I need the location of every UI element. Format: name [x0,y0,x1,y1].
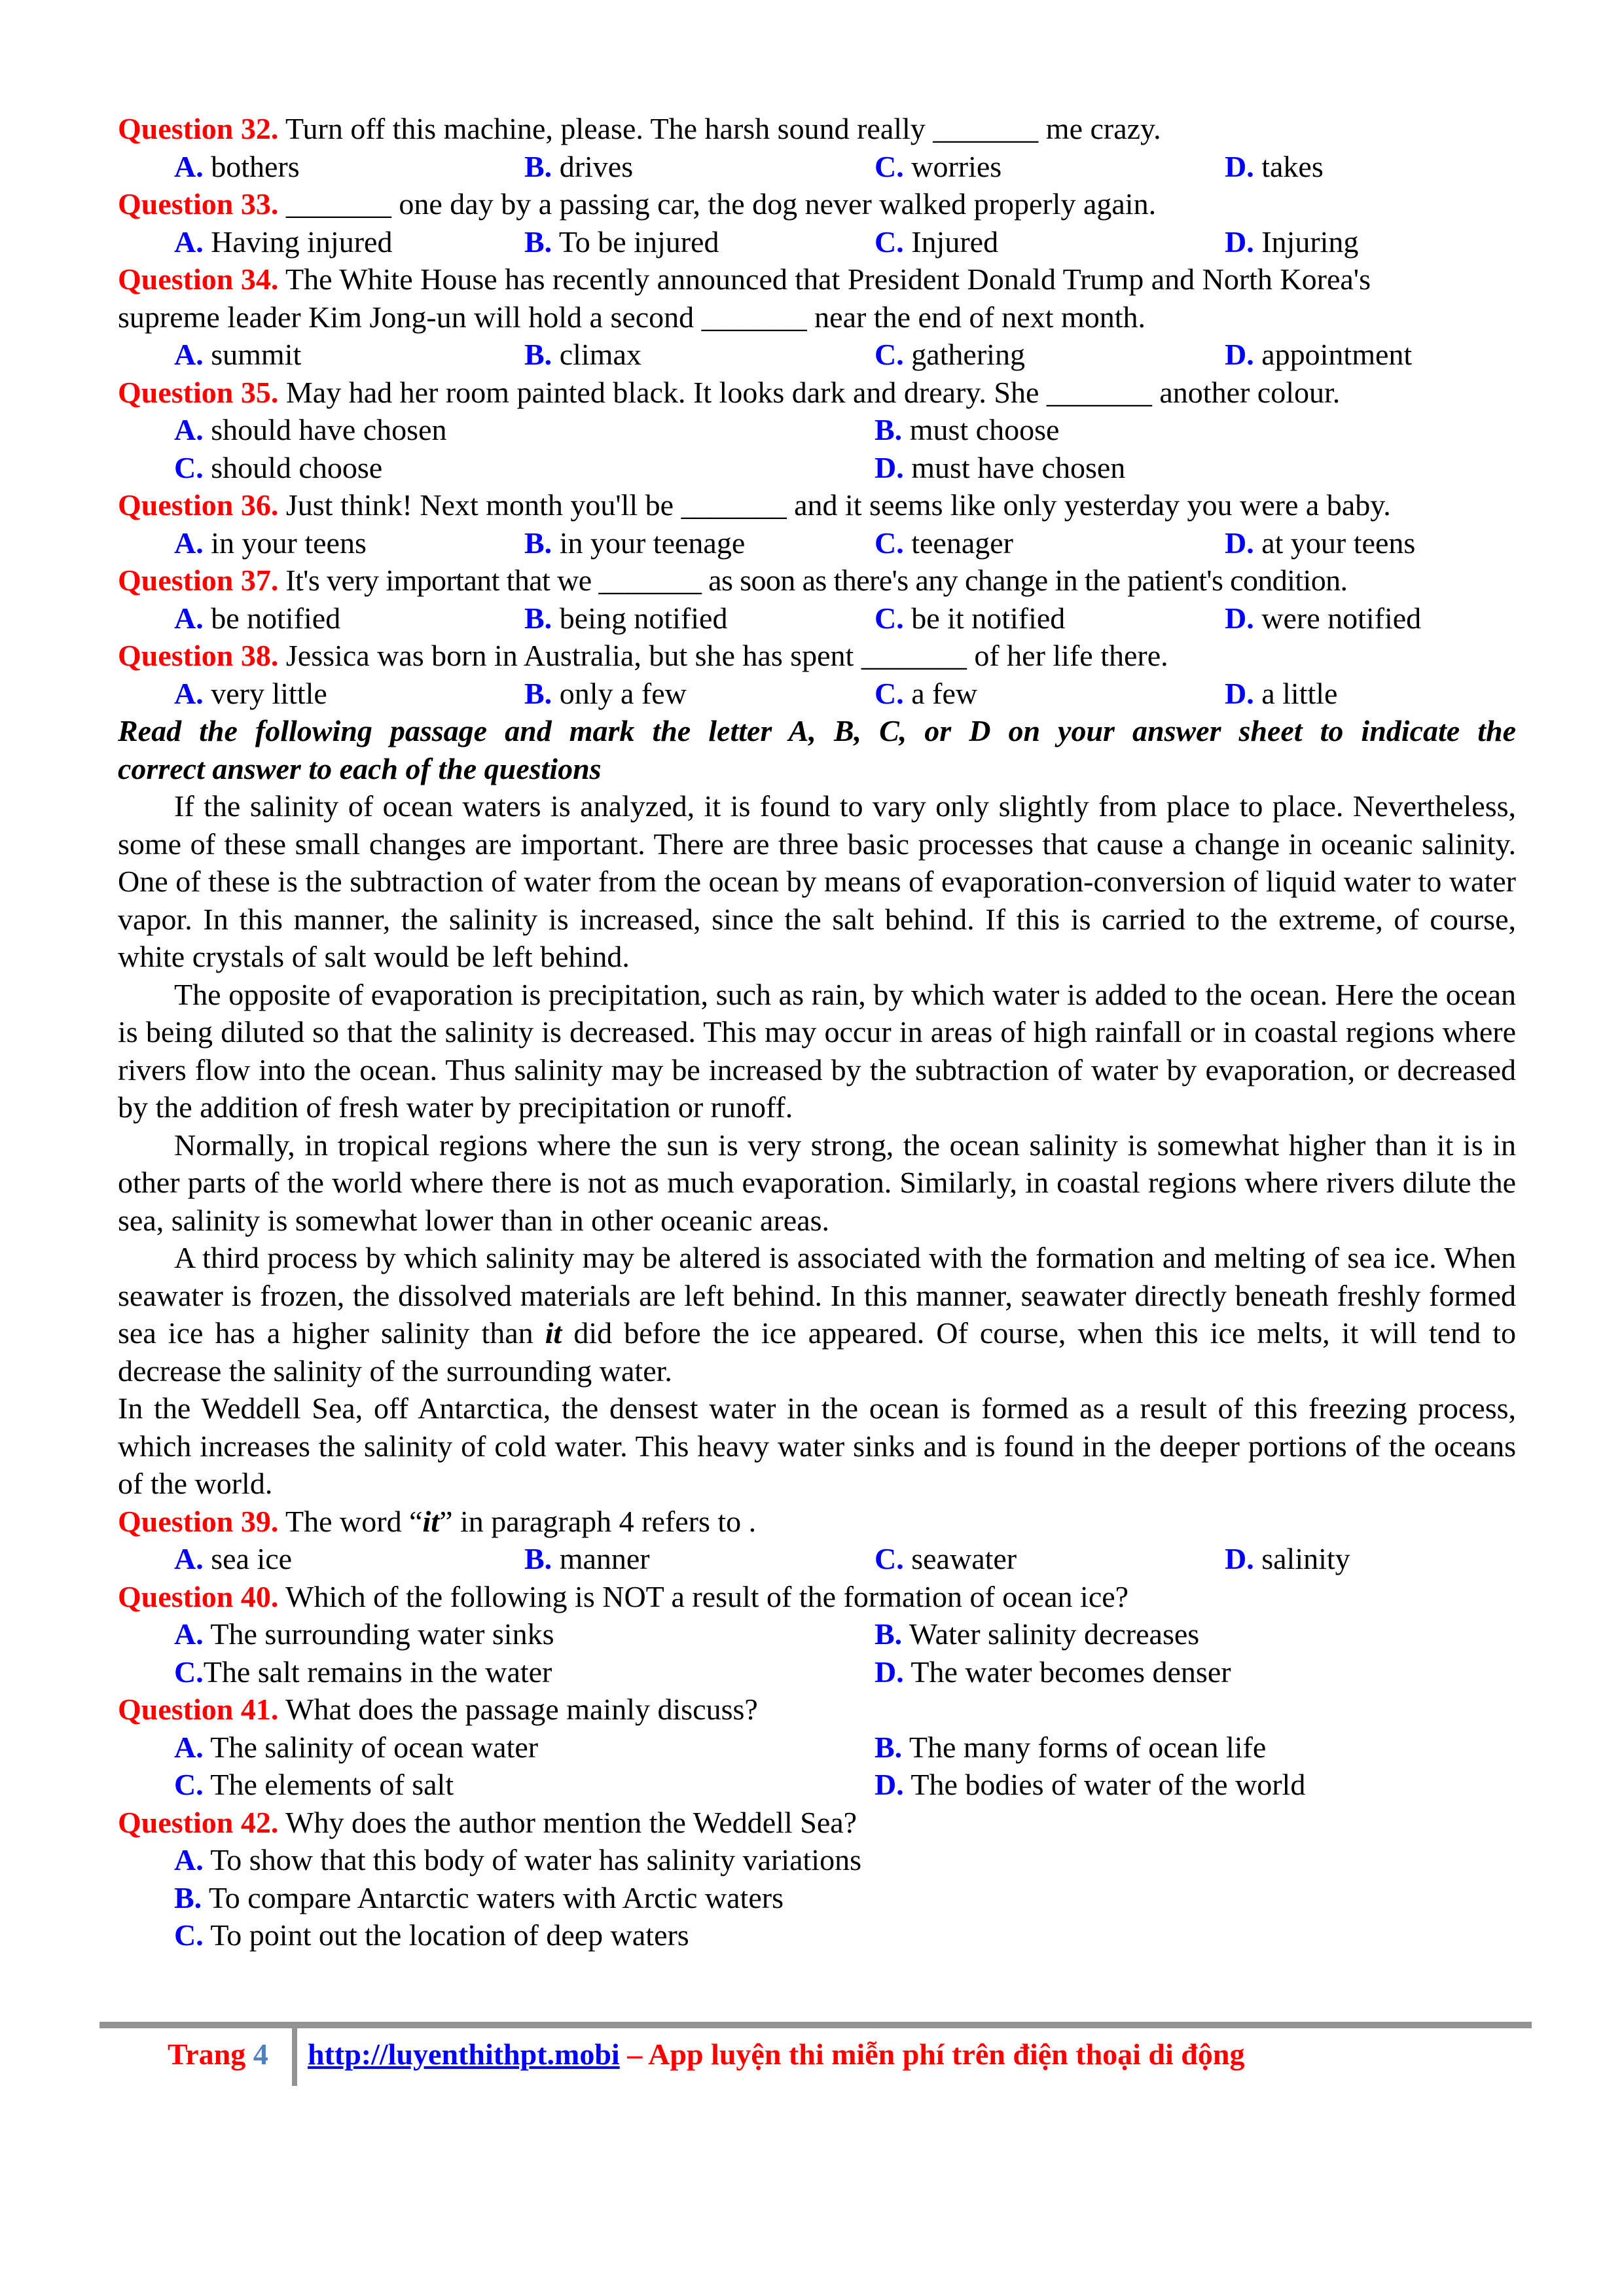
question-40 [118,1578,1516,1616]
question-text: _______ one day by a passing car, the dog never walked properly again. [278,187,1157,221]
question-label: Question 42. [118,1805,279,1839]
option-d[interactable]: D. must have chosen [875,450,1126,484]
option-d[interactable]: D. were notified [1225,601,1422,635]
option-c[interactable]: C. worries [875,149,1002,183]
option-d[interactable]: D. at your teens [1225,526,1416,560]
question-36 [118,486,1516,524]
option-c[interactable]: C. Injured [875,224,999,259]
question-40-options [118,1615,1516,1691]
option-c[interactable]: C. seawater [875,1542,1017,1575]
footer-promo [308,2037,1244,2072]
question-42-options [118,1841,1516,1954]
option-a[interactable]: A. be notified [174,601,341,635]
option-d[interactable]: D. salinity [1225,1542,1350,1575]
question-label: Question 34. [118,262,279,296]
option-b[interactable]: B. To be injured [524,224,719,259]
question-42 [118,1804,1516,1842]
question-34-continued: supreme leader Kim Jong-un will hold a second _______ near the end of next month. [118,300,1146,334]
option-b[interactable]: B. To compare Antarctic waters with Arctic waters [174,1880,784,1914]
option-c[interactable]: C. teenager [875,526,1014,560]
question-41-options [118,1729,1516,1804]
option-a[interactable]: A. in your teens [174,526,367,560]
question-text: Which of the following is NOT a result of the formation of ocean ice? [278,1579,1129,1613]
question-33-options [118,223,1516,261]
option-a[interactable]: A. The salinity of ocean water [174,1730,539,1764]
question-label: Question 36. [118,488,279,522]
option-b[interactable]: B. Water salinity decreases [875,1617,1200,1651]
option-a[interactable]: A. summit [174,338,302,371]
option-d[interactable]: D. a little [1225,676,1338,710]
question-37-options [118,600,1516,637]
option-b[interactable]: B. manner [524,1542,650,1575]
passage-paragraph-4: A third process by which salinity may be altered is associated with the formation and melting of sea ice. When seawater is frozen, the dissolved materials are left behind. In this manner, seawater directly beneath freshly formed sea ice has a higher salinity than it did before the ice appeared. Of course, when this ice melts, it will tend to decrease the salinity of the surrounding water. [118,1241,1516,1388]
option-a[interactable]: A. very little [174,676,327,710]
question-32 [118,110,1516,148]
question-label: Question 37. [118,564,279,597]
option-c[interactable]: C. The elements of salt [174,1768,454,1801]
page-number-label: Trang 4 [168,2037,268,2071]
page-number: 4 [253,2037,268,2071]
question-39-options [118,1540,1516,1578]
option-c[interactable]: C. a few [875,676,978,710]
question-text: May had her room painted black. It looks dark and dreary. She _______ another colour. [278,375,1341,409]
option-b[interactable]: B. in your teenage [524,526,746,560]
option-b[interactable]: B. only a few [524,676,687,710]
question-35-options [118,411,1516,486]
question-label: Question 39. [118,1504,279,1538]
passage-paragraph-3: Normally, in tropical regions where the sun is very strong, the ocean salinity is somewhat higher than it is in other parts of the world where there is not as much evaporation. Similarly, in coastal regions where rivers dilute the sea, salinity is somewhat lower than in other oceanic areas. [118,1128,1516,1237]
option-c[interactable]: C. should choose [174,450,383,484]
question-38-options [118,675,1516,713]
website-link[interactable]: http://luyenthithpt.mobi [308,2037,620,2071]
passage-paragraph-2: The opposite of evaporation is precipitation, such as rain, by which water is added to the ocean. Here the ocean is being diluted so that the salinity is decreased. This may occur in areas of high rainfall or in coastal regions where rivers flow into the ocean. Thus salinity may be increased by the subtraction of water by evaporation, or decreased by the addition of fresh water by precipitation or runoff. [118,977,1516,1124]
option-b[interactable]: B. being notified [524,601,728,635]
question-34 [118,260,1516,298]
question-text: Jessica was born in Australia, but she has spent _______ of her life there. [278,639,1168,672]
question-34-options [118,336,1516,374]
question-text: Turn off this machine, please. The harsh sound really _______ me crazy. [278,112,1161,145]
question-41 [118,1691,1516,1729]
question-32-options [118,148,1516,186]
question-text: What does the passage mainly discuss? [278,1693,758,1726]
question-39: Question 39. The word “it” in paragraph 4 refers to . [118,1504,757,1538]
option-d[interactable]: D. appointment [1225,338,1413,371]
option-b[interactable]: B. must choose [875,413,1060,446]
footer-vertical-divider [292,2028,297,2086]
option-d[interactable]: D. The water becomes denser [875,1655,1231,1689]
option-a[interactable]: A. The surrounding water sinks [174,1617,554,1651]
footer-tagline: – App luyện thi miễn phí trên điện thoại di động [619,2037,1245,2071]
option-d[interactable]: D. The bodies of water of the world [875,1768,1306,1801]
exam-page [118,110,1516,1954]
question-33 [118,185,1516,223]
option-b[interactable]: B. drives [524,149,634,183]
question-36-options [118,524,1516,562]
question-text: It's very important that we _______ as soon as there's any change in the patient's condition. [278,564,1348,597]
passage-paragraph-1: If the salinity of ocean waters is analyzed, it is found to vary only slightly from place to place. Nevertheless, some of these small changes are important. There are three basic processes that cause a change in oceanic salinity. One of these is the subtraction of water from the ocean by means of evaporation-conversion of liquid water to water vapor. In this manner, the salinity is increased, since the salt behind. If this is carried to the extreme, of course, white crystals of salt would be left behind. [118,789,1516,973]
question-label: Question 32. [118,112,279,145]
emphasized-word-it: it [422,1504,440,1538]
reading-instruction-continued: correct answer to each of the questions [118,751,602,785]
option-a[interactable]: A. bothers [174,149,300,183]
option-b[interactable]: B. The many forms of ocean life [875,1730,1267,1764]
option-c[interactable]: C. gathering [875,338,1025,371]
option-d[interactable]: D. Injuring [1225,224,1359,259]
option-c[interactable]: C. be it notified [875,601,1066,635]
option-a[interactable]: A. sea ice [174,1542,293,1575]
question-text: The White House has recently announced that President Donald Trump and North Korea's [278,262,1371,296]
option-c[interactable]: C. To point out the location of deep waters [174,1918,689,1952]
question-text: Why does the author mention the Weddell Sea? [278,1805,857,1839]
option-d[interactable]: D. takes [1225,149,1324,183]
question-text: Just think! Next month you'll be _______ and it seems like only yesterday you were a baby. [278,488,1391,522]
reading-passage [118,787,1516,1503]
question-label: Question 35. [118,375,279,409]
option-a[interactable]: A. To show that this body of water has salinity variations [174,1843,861,1876]
option-a[interactable]: A. should have chosen [174,413,447,446]
option-c[interactable]: C.The salt remains in the water [174,1655,552,1689]
question-38 [118,637,1516,675]
question-37 [118,562,1516,600]
emphasized-word-it: it [545,1316,562,1350]
option-a[interactable]: A. Having injured [174,224,393,259]
footer-divider [99,2022,1532,2028]
question-label: Question 40. [118,1579,279,1613]
option-b[interactable]: B. climax [524,338,641,371]
question-label: Question 38. [118,639,279,672]
reading-instruction: Read the following passage and mark the letter A, B, C, or D on your answer sheet to indicate the [118,714,1516,747]
question-35 [118,374,1516,412]
question-label: Question 33. [118,187,279,221]
question-label: Question 41. [118,1693,279,1726]
passage-paragraph-5: In the Weddell Sea, off Antarctica, the densest water in the ocean is formed as a result of this freezing process, which increases the salinity of cold water. This heavy water sinks and is found in the deeper portions of the oceans of the world. [118,1391,1516,1500]
